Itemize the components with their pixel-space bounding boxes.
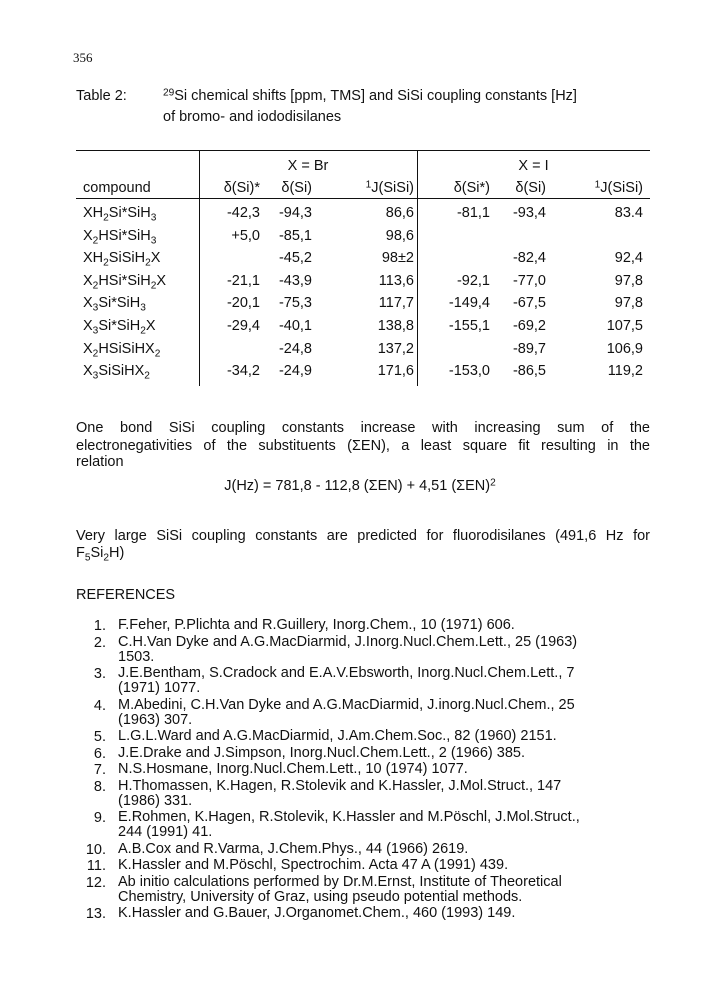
formula-part: 3 bbox=[92, 325, 99, 337]
reference-text bbox=[118, 666, 653, 696]
formula-part: Si*SiH bbox=[108, 205, 151, 221]
formula-part: X bbox=[83, 273, 93, 289]
shift-br: -43,9 bbox=[278, 273, 312, 289]
reference-text bbox=[118, 635, 653, 665]
formula-part: SiSiHX bbox=[98, 363, 145, 379]
paragraph-1-line-2: electronegativities of the substituents (ΣEN), a least square fit resulting in the bbox=[76, 438, 650, 454]
table-header-rule bbox=[76, 198, 650, 199]
relation-equation: J(Hz) = 781,8 - 112,8 (ΣEN) + 4,51 $(\Sigma EN)^2$ bbox=[224, 477, 496, 494]
reference-line: (1986) 331. bbox=[118, 792, 193, 809]
formula-part: 3 bbox=[150, 235, 157, 247]
reference-number: 1. bbox=[93, 618, 106, 634]
compound-formula bbox=[83, 273, 166, 292]
compound-formula bbox=[83, 205, 157, 224]
reference-text bbox=[118, 762, 653, 777]
coupling-i: 92,4 bbox=[614, 250, 643, 266]
caption-line-2: of bromo- and iododisilanes bbox=[163, 109, 342, 125]
shift-br-star: -21,1 bbox=[226, 273, 260, 289]
formula-part: X bbox=[156, 273, 166, 289]
formula-part: X bbox=[83, 318, 93, 334]
reference-text bbox=[118, 779, 653, 809]
coupling-br: 137,2 bbox=[377, 341, 414, 357]
reference-line: H.Thomassen, K.Hagen, R.Stolevik and K.Hassler, J.Mol.Struct., 147 bbox=[118, 777, 562, 794]
coupling-i: 107,5 bbox=[606, 318, 643, 334]
caption-label: Table 2: bbox=[76, 88, 127, 104]
formula-part: X bbox=[145, 318, 156, 334]
table-divider-groups bbox=[417, 150, 418, 386]
compound-formula bbox=[83, 363, 150, 382]
formula-part: 2 bbox=[92, 280, 99, 292]
formula-part: 3 bbox=[150, 212, 157, 224]
coupling-i: 97,8 bbox=[614, 273, 643, 289]
formula-part: 2 bbox=[154, 348, 161, 360]
formula-part: 3 bbox=[140, 302, 146, 314]
reference-line: M.Abedini, C.H.Van Dyke and A.G.MacDiarmid, J.inorg.Nucl.Chem., 25 bbox=[118, 696, 575, 713]
reference-line: 1503. bbox=[118, 648, 155, 665]
shift-br-star: -29,4 bbox=[226, 318, 260, 334]
coupling-i: 119,2 bbox=[607, 363, 643, 379]
reference-number: 2. bbox=[93, 634, 106, 651]
reference-line: E.Rohmen, K.Hagen, R.Stolevik, K.Hassler and M.Pöschl, J.Mol.Struct., bbox=[118, 809, 580, 825]
shift-br-star: -20,1 bbox=[226, 295, 260, 311]
shift-br: -45,2 bbox=[278, 250, 312, 266]
reference-line: 244 (1991) 41. bbox=[118, 824, 213, 840]
shift-br-star: -42,3 bbox=[226, 205, 260, 221]
reference-number: 4. bbox=[93, 697, 106, 714]
reference-line: N.S.Hosmane, Inorg.Nucl.Chem.Lett., 10 (1974) 1077. bbox=[118, 761, 468, 777]
reference-number: 12. bbox=[85, 874, 106, 891]
compound-formula bbox=[83, 250, 161, 269]
reference-text bbox=[118, 618, 653, 633]
reference-line: (1963) 307. bbox=[118, 711, 193, 728]
reference-line: L.G.L.Ward and A.G.MacDiarmid, J.Am.Chem.Soc., 82 (1960) 2151. bbox=[118, 728, 557, 744]
reference-text bbox=[118, 698, 653, 728]
formula-part: X bbox=[83, 363, 93, 379]
table-divider-compound bbox=[199, 150, 200, 386]
shift-i-star: -149,4 bbox=[448, 295, 490, 311]
formula-part: X bbox=[83, 341, 93, 357]
coupling-i: 106,9 bbox=[606, 341, 643, 357]
shift-i: -89,7 bbox=[512, 341, 546, 357]
shift-br-star: +5,0 bbox=[231, 228, 260, 244]
shift-br: -94,3 bbox=[278, 205, 312, 221]
shift-i: -93,4 bbox=[512, 205, 546, 221]
formula-part: HSiSiHX bbox=[98, 341, 155, 357]
coupling-br: 98,6 bbox=[385, 228, 414, 244]
coupling-br: 86,6 bbox=[385, 205, 414, 221]
coupling-i: 97,8 bbox=[614, 295, 643, 311]
coupling-br: 117,7 bbox=[378, 295, 414, 311]
reference-number: 5. bbox=[93, 729, 106, 745]
compound-formula bbox=[83, 318, 156, 337]
table-top-rule bbox=[76, 150, 650, 151]
reference-line: Chemistry, University of Graz, using pseudo potential methods. bbox=[118, 888, 523, 905]
formula-part: X bbox=[83, 228, 93, 244]
reference-text bbox=[118, 810, 653, 840]
reference-number: 6. bbox=[93, 745, 106, 762]
compound-formula bbox=[83, 295, 146, 314]
reference-line: J.E.Bentham, S.Cradock and E.A.V.Ebsworth, Inorg.Nucl.Chem.Lett., 7 bbox=[118, 665, 575, 681]
compound-formula bbox=[83, 228, 157, 247]
formula-part: XH bbox=[83, 250, 104, 266]
reference-number: 7. bbox=[93, 762, 106, 778]
shift-br: -75,3 bbox=[278, 295, 312, 311]
shift-i: -86,5 bbox=[512, 363, 546, 379]
formula-part: SiSiH bbox=[108, 250, 146, 266]
coupling-br: 171,6 bbox=[377, 363, 414, 379]
formula-part: HSi*SiH bbox=[98, 273, 151, 289]
shift-i-star: -155,1 bbox=[448, 318, 490, 334]
shift-br: -85,1 bbox=[278, 228, 312, 244]
header-br-dsi-star: δ(Si)* bbox=[223, 180, 260, 196]
formula-part: HSi*SiH bbox=[98, 228, 151, 244]
shift-i-star: -153,0 bbox=[448, 363, 490, 379]
coupling-br: 138,8 bbox=[377, 318, 414, 334]
formula-part: 2 bbox=[103, 212, 109, 224]
reference-text bbox=[118, 858, 653, 873]
shift-i: -77,0 bbox=[512, 273, 546, 289]
compound-formula bbox=[83, 341, 161, 360]
reference-line: K.Hassler and M.Pöschl, Spectrochim. Acta 47 A (1991) 439. bbox=[118, 857, 509, 873]
reference-text bbox=[118, 875, 653, 905]
reference-text bbox=[118, 729, 653, 744]
isotope-superscript: 29 bbox=[163, 87, 175, 99]
formula-part: 2 bbox=[103, 257, 109, 269]
reference-line: F.Feher, P.Plichta and R.Guillery, Inorg.Chem., 10 (1971) 606. bbox=[118, 617, 515, 633]
paragraph-1-line-1: One bond SiSi coupling constants increase with increasing sum of the bbox=[76, 420, 650, 436]
shift-i: -67,5 bbox=[512, 295, 546, 311]
formula-part: Si*SiH bbox=[98, 295, 141, 311]
shift-br: -40,1 bbox=[278, 318, 312, 334]
shift-br: -24,9 bbox=[278, 363, 312, 379]
coupling-br: 113,6 bbox=[378, 273, 414, 289]
page-number: 356 bbox=[73, 50, 93, 65]
formula-part: 3 bbox=[92, 370, 99, 382]
caption-line-1: Si chemical shifts [ppm, TMS] and SiSi coupling constants [Hz] bbox=[174, 88, 577, 104]
reference-text bbox=[118, 746, 653, 761]
reference-line: A.B.Cox and R.Varma, J.Chem.Phys., 44 (1966) 2619. bbox=[118, 840, 469, 857]
formula-part: Si*SiH bbox=[98, 318, 141, 334]
reference-line: K.Hassler and G.Bauer, J.Organomet.Chem., 460 (1993) 149. bbox=[118, 905, 516, 921]
formula-part: 2 bbox=[92, 235, 99, 247]
shift-i: -69,2 bbox=[512, 318, 546, 334]
group-header-i: X = I bbox=[518, 158, 549, 174]
paragraph-1-line-3: relation bbox=[76, 454, 124, 470]
coupling-br: 98±2 bbox=[381, 250, 414, 266]
header-compound: compound bbox=[83, 180, 151, 196]
reference-number: 3. bbox=[93, 666, 106, 682]
coupling-i: 83.4 bbox=[614, 205, 643, 221]
references-heading: REFERENCES bbox=[76, 587, 176, 603]
shift-i-star: -92,1 bbox=[456, 273, 490, 289]
header-i-j: $^1$J(SiSi) bbox=[594, 179, 643, 196]
formula-part: 2 bbox=[144, 370, 150, 382]
reference-line: C.H.Van Dyke and A.G.MacDiarmid, J.Inorg.Nucl.Chem.Lett., 25 (1963) bbox=[118, 633, 578, 650]
reference-number: 13. bbox=[85, 906, 106, 922]
reference-line: Ab initio calculations performed by Dr.M.Ernst, Institute of Theoretical bbox=[118, 873, 562, 890]
shift-br: -24,8 bbox=[278, 341, 312, 357]
formula-part: XH bbox=[83, 205, 104, 221]
reference-line: (1971) 1077. bbox=[118, 680, 201, 696]
formula-part: 2 bbox=[140, 325, 146, 337]
header-br-dsi: δ(Si) bbox=[281, 180, 312, 196]
reference-text bbox=[118, 842, 653, 857]
header-br-j: $^1$J(SiSi) bbox=[365, 179, 414, 196]
formula-part: 2 bbox=[150, 280, 157, 292]
formula-part: 2 bbox=[145, 257, 151, 269]
caption-text bbox=[163, 86, 673, 128]
formula-part: X bbox=[150, 250, 161, 266]
group-header-br: X = Br bbox=[287, 158, 329, 174]
shift-i: -82,4 bbox=[512, 250, 546, 266]
paragraph-2-line-1: Very large SiSi coupling constants are predicted for fluorodisilanes (491,6 Hz for bbox=[76, 528, 650, 544]
reference-number: 8. bbox=[93, 778, 106, 795]
formula-part: 3 bbox=[92, 302, 99, 314]
reference-number: 10. bbox=[85, 841, 106, 858]
formula-part: X bbox=[83, 295, 93, 311]
reference-number: 9. bbox=[93, 810, 106, 826]
formula-part: 2 bbox=[92, 348, 99, 360]
header-i-dsi-star: δ(Si*) bbox=[453, 180, 490, 196]
reference-text bbox=[118, 906, 653, 921]
shift-i-star: -81,1 bbox=[456, 205, 490, 221]
reference-number: 11. bbox=[86, 858, 106, 874]
reference-line: J.E.Drake and J.Simpson, Inorg.Nucl.Chem.Lett., 2 (1966) 385. bbox=[118, 744, 526, 761]
paragraph-2-line-2: $F_5Si_2H$) bbox=[76, 545, 125, 564]
shift-br-star: -34,2 bbox=[226, 363, 260, 379]
header-i-dsi: δ(Si) bbox=[515, 180, 546, 196]
